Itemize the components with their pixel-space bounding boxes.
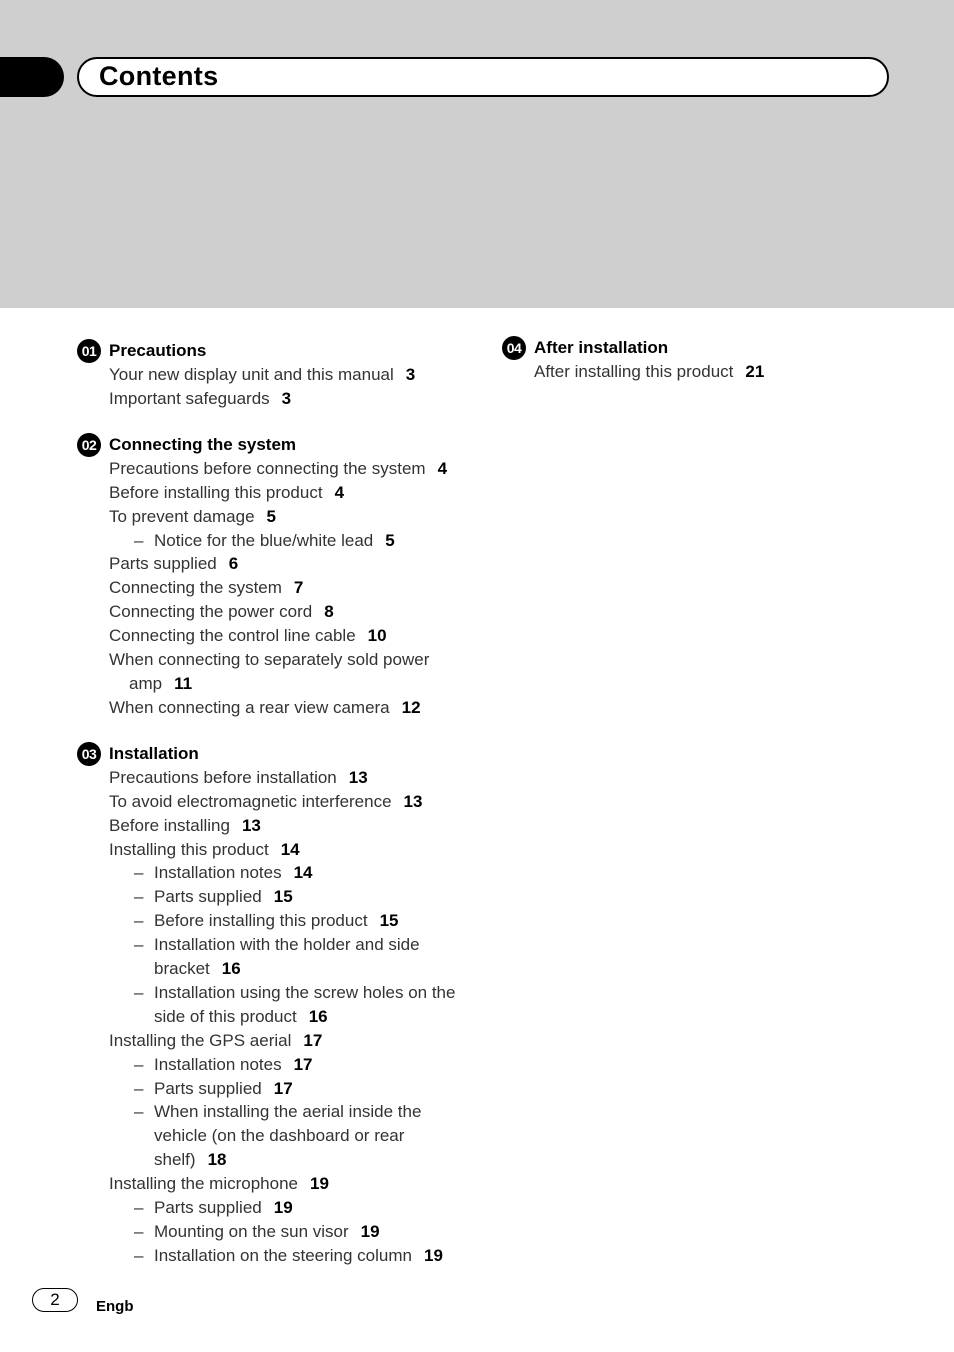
entry-page-number: 4 xyxy=(334,482,345,502)
toc-subentry[interactable] xyxy=(77,885,477,909)
entry-page-number: 17 xyxy=(303,1030,323,1050)
toc-entry[interactable] xyxy=(77,1172,477,1196)
toc-section xyxy=(502,336,882,384)
dash-bullet: – xyxy=(134,911,144,931)
language-code: Engb xyxy=(96,1298,134,1315)
dash-bullet: – xyxy=(134,935,144,955)
dash-bullet: – xyxy=(134,863,144,883)
toc-subentry[interactable] xyxy=(77,1220,477,1244)
section-heading xyxy=(77,339,477,363)
toc-entry[interactable] xyxy=(77,552,477,576)
section-title[interactable]: After installation xyxy=(534,338,669,357)
toc-section xyxy=(77,742,477,1268)
toc-section xyxy=(77,339,477,411)
toc-subentry[interactable] xyxy=(77,933,477,981)
page-title: Contents xyxy=(99,61,219,91)
dash-bullet: – xyxy=(134,1245,144,1265)
toc-subentry[interactable] xyxy=(77,861,477,885)
entry-text: Parts supplied xyxy=(154,1198,262,1218)
header-band xyxy=(0,0,954,308)
entry-text: Installing the GPS aerial xyxy=(109,1030,292,1050)
entry-page-number: 13 xyxy=(403,791,423,811)
entry-text: Installation notes xyxy=(154,1054,282,1074)
toc-subentry[interactable] xyxy=(77,1053,477,1077)
entry-page-number: 14 xyxy=(280,839,300,859)
entry-text: Parts supplied xyxy=(109,554,217,574)
entry-page-number: 19 xyxy=(424,1245,443,1265)
entry-page-number: 18 xyxy=(207,1150,227,1170)
dash-bullet: – xyxy=(134,1102,144,1122)
toc-entry[interactable] xyxy=(77,457,477,481)
entry-text: Precautions before installation xyxy=(109,767,337,787)
entry-text: Precautions before connecting the system xyxy=(109,458,426,478)
dash-bullet: – xyxy=(134,530,144,550)
entry-page-number: 17 xyxy=(273,1078,293,1098)
toc-section xyxy=(77,433,477,720)
toc-entry[interactable] xyxy=(502,360,882,384)
entry-text: Important safeguards xyxy=(109,388,270,408)
entry-page-number: 5 xyxy=(385,530,395,550)
entry-page-number: 12 xyxy=(401,697,421,717)
toc-entry[interactable] xyxy=(77,696,477,720)
toc-subentry[interactable] xyxy=(77,1100,477,1172)
entry-page-number: 17 xyxy=(293,1054,313,1074)
entry-text: Your new display unit and this manual xyxy=(109,365,394,384)
entry-text: When installing the aerial inside the vehicle (on the dashboard or rear shelf) xyxy=(154,1102,422,1170)
toc-subentry[interactable] xyxy=(77,909,477,933)
entry-text: Installing the microphone xyxy=(109,1174,299,1194)
page-number: 2 xyxy=(50,1290,60,1309)
toc-entry[interactable] xyxy=(77,600,477,624)
toc-subentry[interactable] xyxy=(77,981,477,1029)
toc-subentry[interactable] xyxy=(77,529,477,553)
toc-entry[interactable] xyxy=(77,387,477,411)
entry-page-number: 14 xyxy=(293,863,313,883)
toc-entry[interactable] xyxy=(77,624,477,648)
entry-page-number: 21 xyxy=(745,362,765,381)
entry-text: Connecting the control line cable xyxy=(109,626,356,646)
toc-left-column xyxy=(77,339,477,1290)
toc-subentry[interactable] xyxy=(77,1244,477,1268)
toc-entry[interactable] xyxy=(77,505,477,529)
entry-text: Installation with the holder and side bracket xyxy=(154,935,420,979)
section-number-badge: 04 xyxy=(502,336,526,360)
section-title[interactable]: Installation xyxy=(109,743,199,763)
entry-page-number: 11 xyxy=(174,673,193,693)
page-number-badge xyxy=(32,1288,78,1312)
dash-bullet: – xyxy=(134,982,144,1002)
toc-entry[interactable] xyxy=(77,814,477,838)
dash-bullet: – xyxy=(134,1078,144,1098)
entry-page-number: 15 xyxy=(379,911,399,931)
entry-page-number: 16 xyxy=(221,959,241,979)
entry-text: When connecting to separately sold power amp xyxy=(109,650,430,693)
toc-entry[interactable] xyxy=(77,790,477,814)
section-number-badge: 01 xyxy=(77,339,101,363)
toc-entry[interactable] xyxy=(77,838,477,862)
section-heading xyxy=(77,433,477,457)
section-heading xyxy=(502,336,882,360)
entry-page-number: 16 xyxy=(308,1006,328,1026)
toc-subentry[interactable] xyxy=(77,1077,477,1101)
entry-page-number: 3 xyxy=(281,388,292,408)
entry-text: Parts supplied xyxy=(154,1078,262,1098)
entry-page-number: 15 xyxy=(273,887,293,907)
dash-bullet: – xyxy=(134,1198,144,1218)
entry-page-number: 19 xyxy=(310,1174,329,1194)
entry-page-number: 13 xyxy=(241,815,261,835)
entry-text: Before installing this product xyxy=(109,482,323,502)
entry-page-number: 8 xyxy=(324,602,334,622)
section-heading xyxy=(77,742,477,766)
dash-bullet: – xyxy=(134,1054,144,1074)
entry-text: Parts supplied xyxy=(154,887,262,907)
title-bar xyxy=(77,57,889,97)
entry-text: Installation using the screw holes on the side of this product xyxy=(154,982,456,1026)
section-number-badge: 02 xyxy=(77,433,101,457)
toc-entry[interactable] xyxy=(77,576,477,600)
entry-text: Mounting on the sun visor xyxy=(154,1222,349,1241)
entry-page-number: 5 xyxy=(266,506,277,526)
entry-page-number: 4 xyxy=(437,458,448,478)
entry-text: Installation notes xyxy=(154,863,282,883)
entry-text: After installing this product xyxy=(534,362,734,381)
toc-right-column xyxy=(502,336,882,406)
entry-text: Connecting the power cord xyxy=(109,602,313,622)
entry-text: Connecting the system xyxy=(109,578,282,598)
entry-page-number: 6 xyxy=(228,554,239,574)
section-title[interactable]: Connecting the system xyxy=(109,434,297,454)
entry-text: Before installing this product xyxy=(154,911,368,931)
entry-text: When connecting a rear view camera xyxy=(109,697,390,717)
entry-page-number: 3 xyxy=(405,365,416,384)
entry-page-number: 19 xyxy=(273,1198,293,1218)
entry-text: To avoid electromagnetic interference xyxy=(109,791,392,811)
toc-entry[interactable] xyxy=(77,648,477,696)
entry-text: Installing this product xyxy=(109,839,269,859)
toc-entry[interactable] xyxy=(77,481,477,505)
toc-entry[interactable] xyxy=(77,1029,477,1053)
entry-page-number: 13 xyxy=(348,767,368,787)
entry-page-number: 10 xyxy=(367,626,387,646)
entry-page-number: 7 xyxy=(293,578,304,598)
dash-bullet: – xyxy=(134,1222,144,1241)
toc-subentry[interactable] xyxy=(77,1196,477,1220)
toc-entry[interactable] xyxy=(77,766,477,790)
section-tab xyxy=(0,57,64,97)
entry-page-number: 19 xyxy=(360,1222,380,1241)
toc-entry[interactable] xyxy=(77,363,477,387)
section-number-badge: 03 xyxy=(77,742,101,766)
entry-text: To prevent damage xyxy=(109,506,255,526)
entry-text: Before installing xyxy=(109,815,230,835)
section-title[interactable]: Precautions xyxy=(109,341,207,360)
entry-text: Notice for the blue/white lead xyxy=(154,530,374,550)
entry-text: Installation on the steering column xyxy=(154,1245,412,1265)
dash-bullet: – xyxy=(134,887,144,907)
